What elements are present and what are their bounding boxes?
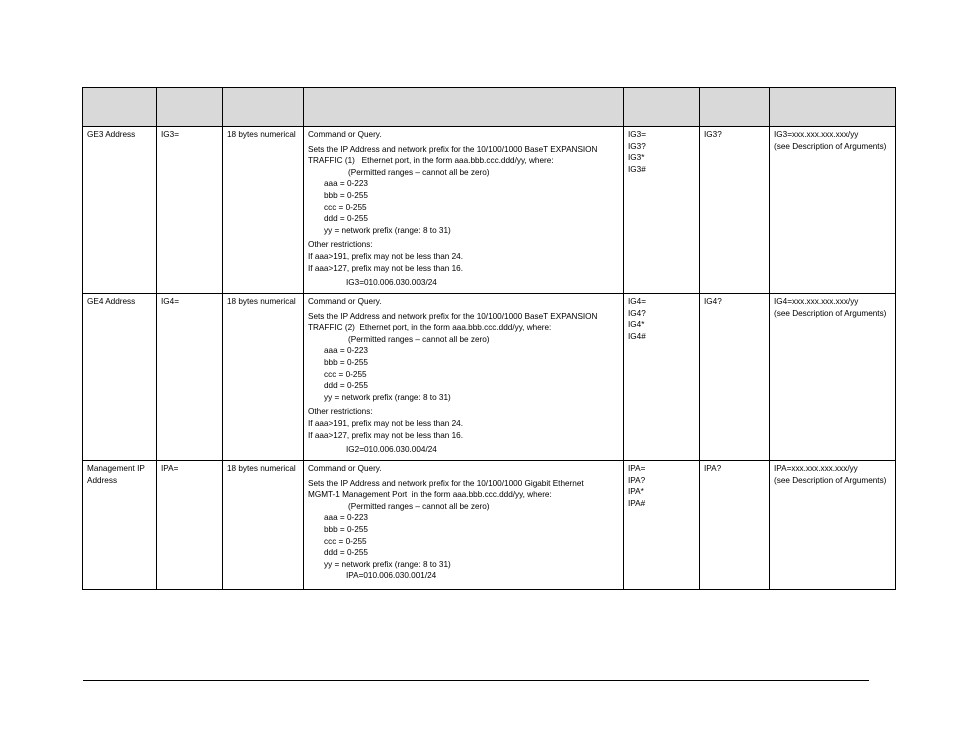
header-row [83, 88, 896, 127]
reply-cell [770, 127, 896, 294]
query-cell: IG3? [700, 127, 770, 294]
response-item: IG3# [628, 164, 646, 174]
footer-divider [83, 680, 869, 681]
header-cell [83, 88, 157, 127]
desc-intro: Sets the IP Address and network prefix for the 10/100/1000 BaseT EXPANSION [308, 311, 598, 321]
desc-range: yy = network prefix (range: 8 to 31) [324, 559, 451, 569]
table-row [83, 127, 896, 294]
desc-restriction: If aaa>127, prefix may not be less than 16. [308, 263, 463, 273]
response-item: IG3* [628, 153, 645, 163]
table-row [83, 294, 896, 461]
header-cell [304, 88, 624, 127]
arguments-cell: 18 bytes numerical [223, 127, 304, 294]
query-cell: IG4? [700, 294, 770, 461]
desc-example: IG3=010.006.030.003/24 [346, 278, 437, 288]
desc-range: ddd = 0-255 [324, 548, 368, 558]
desc-range: ccc = 0-255 [324, 369, 367, 379]
desc-intro: TRAFFIC (1) Ethernet port, in the form aaa.bbb.ccc.ddd/yy, where: [308, 156, 554, 166]
desc-range: ccc = 0-255 [324, 536, 367, 546]
desc-restriction: If aaa>191, prefix may not be less than 24. [308, 251, 463, 261]
description-cell [304, 294, 624, 461]
desc-restriction: Other restrictions: [308, 407, 373, 417]
reply-line: IPA=xxx.xxx.xxx.xxx/yy [774, 464, 858, 473]
desc-permitted: (Permitted ranges – cannot all be zero) [348, 167, 490, 177]
responses-cell [624, 127, 700, 294]
desc-range: ddd = 0-255 [324, 214, 368, 224]
desc-intro: Sets the IP Address and network prefix for the 10/100/1000 Gigabit Ethernet [308, 478, 584, 488]
desc-intro: Sets the IP Address and network prefix for the 10/100/1000 BaseT EXPANSION [308, 144, 598, 154]
desc-restriction: If aaa>127, prefix may not be less than 16. [308, 430, 463, 440]
response-item: IPA= [628, 464, 646, 473]
parameter-cell: Management IP Address [83, 461, 157, 590]
response-item: IG4? [628, 308, 646, 318]
desc-range: ddd = 0-255 [324, 381, 368, 391]
response-item: IPA? [628, 475, 646, 485]
reply-line: IG3=xxx.xxx.xxx.xxx/yy [774, 130, 859, 139]
header-cell [624, 88, 700, 127]
desc-range: aaa = 0-223 [324, 513, 368, 523]
responses-cell [624, 294, 700, 461]
header-cell [223, 88, 304, 127]
reply-line: (see Description of Arguments) [774, 308, 887, 318]
response-item: IG3? [628, 141, 646, 151]
reply-line: IG4=xxx.xxx.xxx.xxx/yy [774, 297, 859, 306]
command-table [82, 87, 896, 590]
desc-range: yy = network prefix (range: 8 to 31) [324, 392, 451, 402]
header-cell [700, 88, 770, 127]
desc-permitted: (Permitted ranges – cannot all be zero) [348, 334, 490, 344]
desc-range: ccc = 0-255 [324, 202, 367, 212]
desc-range: bbb = 0-255 [324, 190, 368, 200]
reply-cell [770, 461, 896, 590]
response-item: IG4# [628, 331, 646, 341]
response-item: IG4* [628, 320, 645, 330]
query-cell: IPA? [700, 461, 770, 590]
reply-line: (see Description of Arguments) [774, 475, 887, 485]
responses-cell [624, 461, 700, 590]
desc-first: Command or Query. [308, 464, 382, 473]
response-item: IG4= [628, 297, 646, 306]
desc-first: Command or Query. [308, 297, 382, 306]
desc-example: IPA=010.006.030.001/24 [346, 571, 437, 581]
response-item: IG3= [628, 130, 646, 139]
description-cell [304, 461, 624, 590]
desc-range: aaa = 0-223 [324, 346, 368, 356]
desc-first: Command or Query. [308, 130, 382, 139]
reply-cell [770, 294, 896, 461]
desc-range: yy = network prefix (range: 8 to 31) [324, 225, 451, 235]
desc-range: aaa = 0-223 [324, 179, 368, 189]
desc-range: bbb = 0-255 [324, 524, 368, 534]
arguments-cell: 18 bytes numerical [223, 294, 304, 461]
header-cell [770, 88, 896, 127]
parameter-cell: GE3 Address [83, 127, 157, 294]
desc-restriction: If aaa>191, prefix may not be less than 24. [308, 418, 463, 428]
response-item: IPA* [628, 487, 644, 497]
reply-line: (see Description of Arguments) [774, 141, 887, 151]
command-cell: IPA= [157, 461, 223, 590]
header-cell [157, 88, 223, 127]
desc-intro: MGMT-1 Management Port in the form aaa.bbb.ccc.ddd/yy, where: [308, 490, 552, 500]
description-cell [304, 127, 624, 294]
desc-restriction: Other restrictions: [308, 240, 373, 250]
desc-example: IG2=010.006.030.004/24 [346, 445, 437, 455]
desc-permitted: (Permitted ranges – cannot all be zero) [348, 501, 490, 511]
table-row [83, 461, 896, 590]
command-cell: IG3= [157, 127, 223, 294]
arguments-cell: 18 bytes numerical [223, 461, 304, 590]
command-cell: IG4= [157, 294, 223, 461]
parameter-cell: GE4 Address [83, 294, 157, 461]
desc-range: bbb = 0-255 [324, 357, 368, 367]
response-item: IPA# [628, 498, 646, 508]
desc-intro: TRAFFIC (2) Ethernet port, in the form aaa.bbb.ccc.ddd/yy, where: [308, 323, 552, 333]
